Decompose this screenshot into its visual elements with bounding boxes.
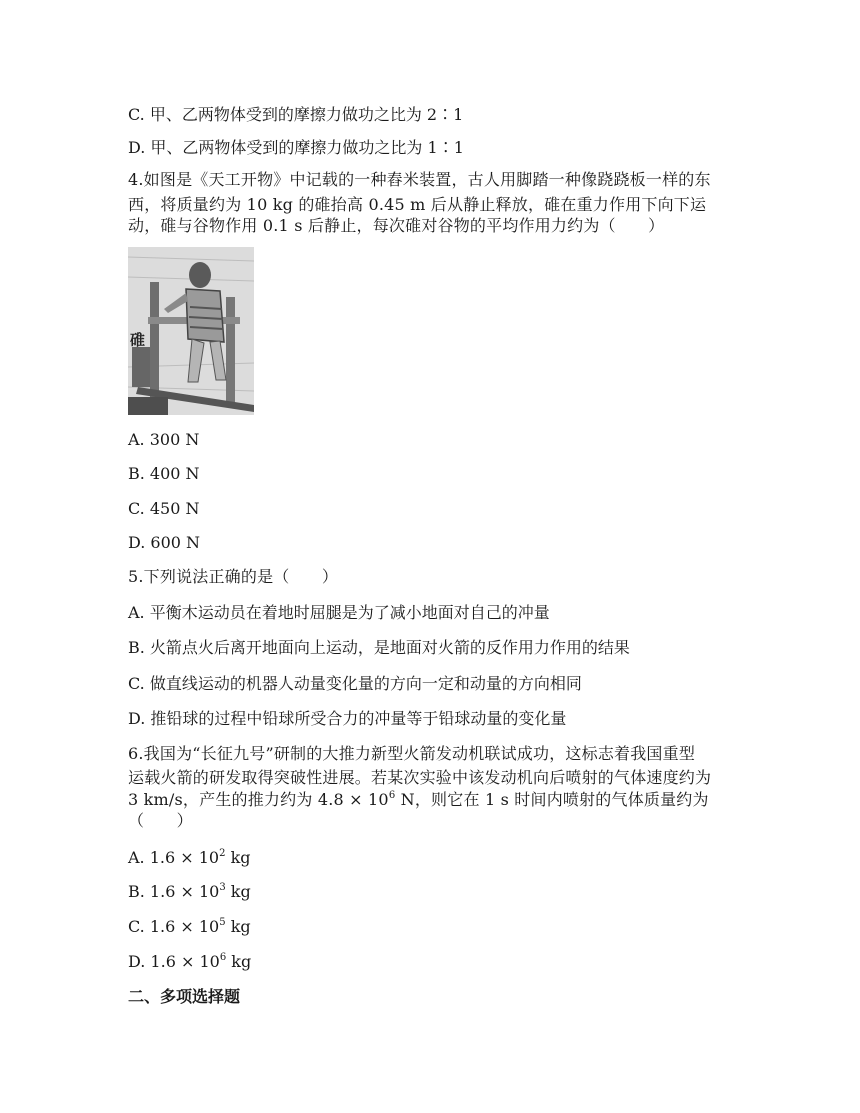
q6-option-c [128, 915, 251, 939]
q6-stem-line-2: 运载火箭的研发取得突破性进展。若某次实验中该发动机向后喷射的气体速度约为 [128, 768, 712, 787]
mortar-illustration-drawing [128, 247, 254, 415]
q4-option-a: A. 300 N [128, 430, 200, 449]
q5-option-b: B. 火箭点火后离开地面向上运动，是地面对火箭的反作用力作用的结果 [128, 638, 630, 657]
q6-line3-post: N，则它在 1 s 时间内喷射的气体质量约为 [395, 790, 709, 809]
q6-line3-pre: 3 km/s，产生的推力约为 4.8 × 10 [128, 790, 389, 809]
q4-option-b: B. 400 N [128, 464, 200, 483]
q6-option-d-unit: kg [226, 952, 252, 971]
q3-option-d: D. 甲、乙两物体受到的摩擦力做功之比为 1∶1 [128, 138, 464, 157]
q6-option-d [128, 950, 251, 974]
q4-stem-line-2: 西，将质量约为 10 kg 的碓抬高 0.45 m 后从静止释放，碓在重力作用下向下运 [128, 195, 707, 214]
mortar-illustration [128, 247, 254, 415]
q6-stem-line-1: 6.我国为“长征九号”研制的大推力新型火箭发动机联试成功，这标志着我国重型 [128, 744, 696, 763]
q6-line3-exponent: 6 [388, 790, 396, 801]
q5-option-d: D. 推铅球的过程中铅球所受合力的冲量等于铅球动量的变化量 [128, 709, 567, 728]
q6-option-b-base: B. 1.6 × 10 [128, 882, 220, 901]
q6-option-b [128, 880, 251, 904]
q6-option-d-exponent: 6 [219, 952, 227, 963]
q6-option-a-base: A. 1.6 × 10 [128, 848, 220, 867]
q6-option-a-unit: kg [225, 848, 251, 867]
q6-stem-line-4: （ ） [128, 811, 193, 830]
q3-option-c: C. 甲、乙两物体受到的摩擦力做功之比为 2∶1 [128, 105, 464, 124]
q4-option-d: D. 600 N [128, 533, 201, 552]
q5-option-c: C. 做直线运动的机器人动量变化量的方向一定和动量的方向相同 [128, 674, 582, 693]
q5-option-a: A. 平衡木运动员在着地时屈腿是为了减小地面对自己的冲量 [128, 603, 550, 622]
q6-option-b-unit: kg [225, 882, 251, 901]
figure-label: 碓 [130, 331, 146, 349]
q6-stem-line-3 [128, 788, 709, 812]
q6-option-b-exponent: 3 [219, 882, 226, 893]
q6-option-c-unit: kg [225, 917, 251, 936]
q6-option-a [128, 846, 251, 870]
section-title-multiple-choice: 二、多项选择题 [128, 987, 241, 1006]
q4-stem-line-3: 动，碓与谷物作用 0.1 s 后静止，每次碓对谷物的平均作用力约为（ ） [128, 216, 665, 235]
q6-option-c-exponent: 5 [219, 917, 226, 928]
q6-option-a-exponent: 2 [219, 848, 226, 859]
q6-option-d-base: D. 1.6 × 10 [128, 952, 220, 971]
q4-option-c: C. 450 N [128, 499, 200, 518]
q6-option-c-base: C. 1.6 × 10 [128, 917, 220, 936]
q5-stem: 5.下列说法正确的是（ ） [128, 567, 339, 586]
q4-stem-line-1: 4.如图是《天工开物》中记载的一种舂米装置，古人用脚踏一种像跷跷板一样的东 [128, 170, 711, 189]
